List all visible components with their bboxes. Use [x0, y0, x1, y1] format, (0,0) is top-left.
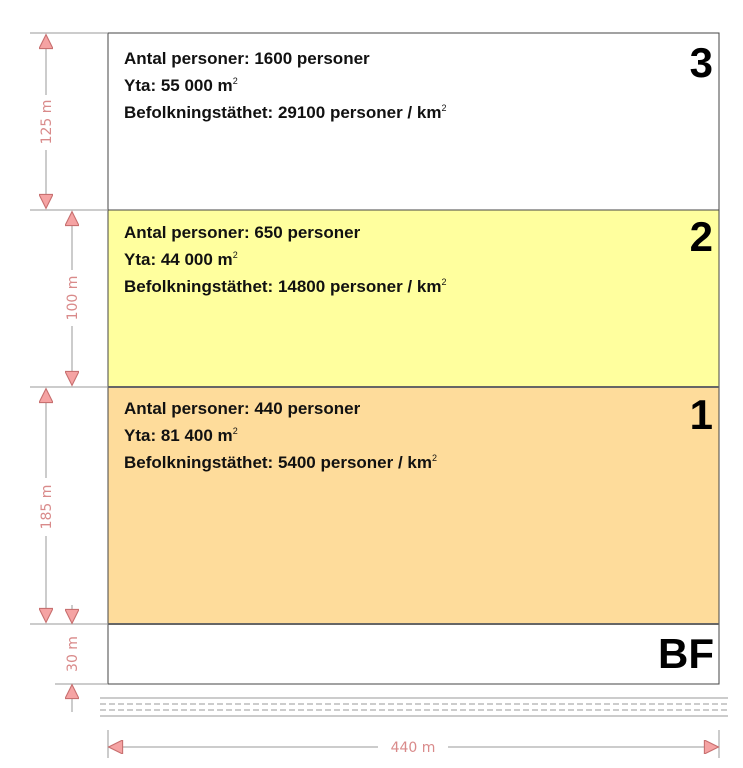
dimension-zone2 [65, 213, 81, 384]
zone-3-density: Befolkningstäthet: 29100 personer / km [124, 103, 442, 122]
zone-3-number: 3 [689, 39, 713, 86]
basement-rect [108, 624, 719, 684]
zone-2-area-unit-exponent: 2 [232, 250, 238, 260]
dimension-label-zone3: 125 m [39, 99, 55, 145]
zone-2-density: Befolkningstäthet: 14800 personer / km [124, 277, 442, 296]
zone-2-persons: Antal personer: 650 personer [124, 223, 361, 242]
zone-1-area: Yta: 81 400 m [124, 426, 233, 445]
zone-3-area: Yta: 55 000 m [124, 76, 233, 95]
dimension-zone1 [39, 390, 55, 621]
zone-2-info [124, 221, 446, 298]
dimension-label-zone1: 185 m [39, 484, 55, 530]
dimension-basement [65, 605, 81, 712]
zone-1-density: Befolkningstäthet: 5400 personer / km [124, 453, 432, 472]
zone-2-area: Yta: 44 000 m [124, 250, 233, 269]
dimension-zone3 [39, 36, 55, 207]
zone-3-persons: Antal personer: 1600 personer [124, 49, 370, 68]
zone-3-density-unit-exponent: 2 [441, 103, 447, 113]
ground-lines [100, 698, 728, 716]
zone-3-info [124, 47, 446, 124]
zone-1-persons: Antal personer: 440 personer [124, 399, 361, 418]
dimension-label-basement: 30 m [65, 636, 81, 672]
zone-1-number: 1 [689, 391, 713, 438]
basement-label: BF [658, 630, 714, 677]
dimension-width [110, 740, 717, 756]
zone-2-number: 2 [689, 213, 713, 260]
dimension-label-width: 440 m [390, 740, 436, 756]
dimension-label-zone2: 100 m [65, 275, 81, 321]
zone-2-density-unit-exponent: 2 [441, 277, 447, 287]
zone-1-area-unit-exponent: 2 [232, 426, 238, 436]
zone-3-area-unit-exponent: 2 [232, 76, 238, 86]
zone-1-density-unit-exponent: 2 [431, 453, 437, 463]
zone-1-info [124, 397, 437, 474]
